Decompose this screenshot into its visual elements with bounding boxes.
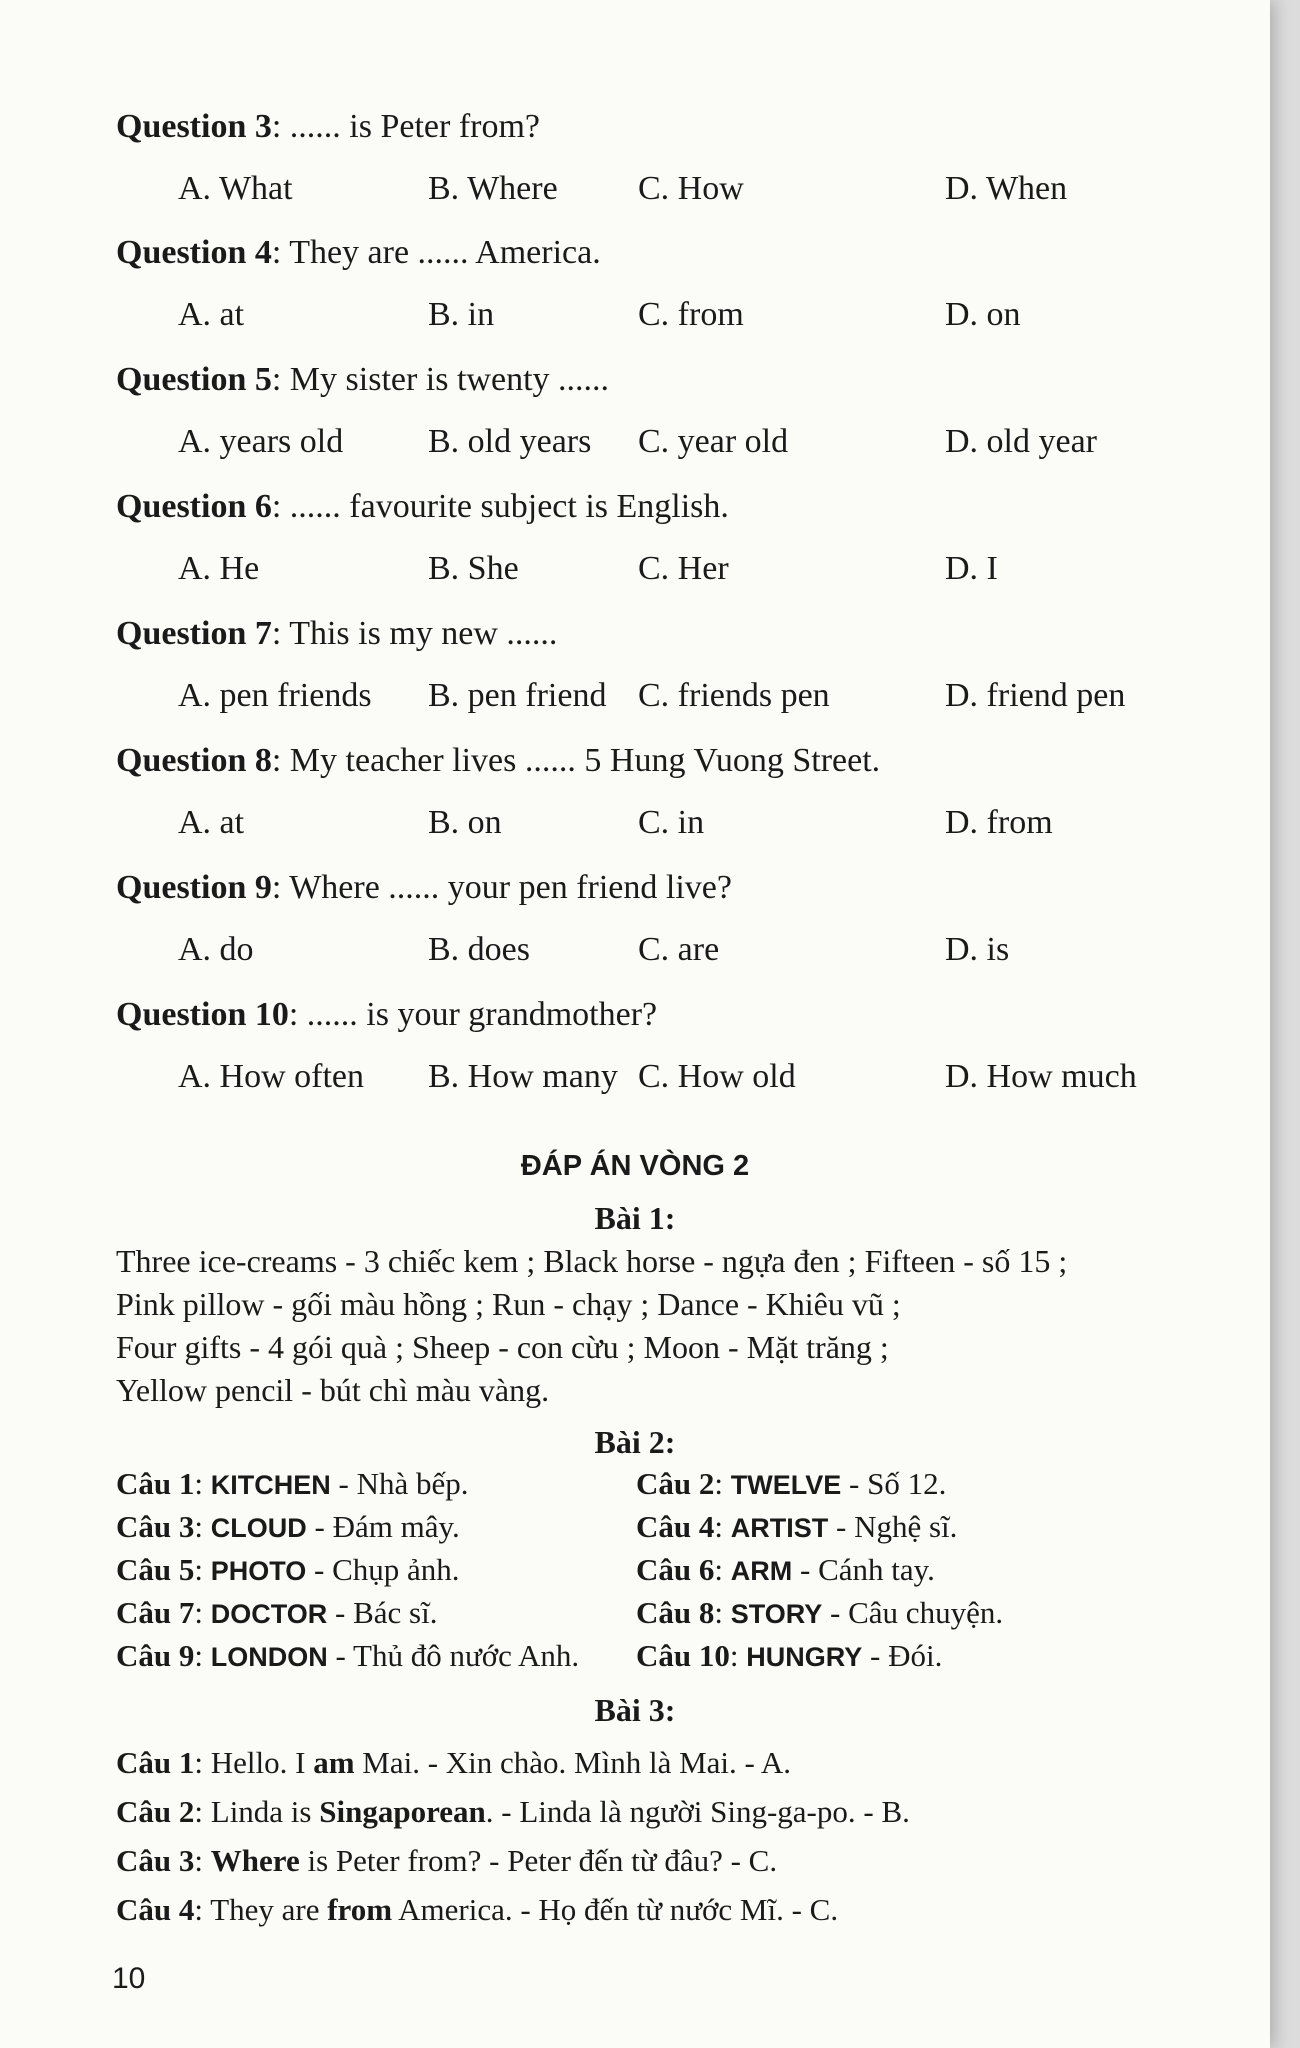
question-text: : Where ...... your pen friend live? bbox=[271, 869, 732, 906]
answer-option: B. How many bbox=[428, 1058, 618, 1095]
question-stem bbox=[116, 615, 557, 653]
answer-keyword: TWELVE bbox=[730, 1470, 842, 1500]
answer-option: C. How bbox=[638, 170, 744, 207]
answer-label: Câu 9 bbox=[116, 1638, 195, 1673]
answer-label: Câu 3 bbox=[116, 1843, 195, 1878]
answer-meaning: - Đói. bbox=[862, 1638, 943, 1673]
option-row bbox=[0, 296, 1270, 340]
answer-option: A. pen friends bbox=[178, 677, 372, 714]
question-label: Question 3 bbox=[116, 108, 272, 145]
answer-option: D. from bbox=[945, 804, 1053, 841]
answer-label: Câu 5 bbox=[116, 1552, 195, 1587]
option-row bbox=[0, 804, 1270, 848]
bai3-answer bbox=[116, 1892, 838, 1928]
bai2-title: Bài 2: bbox=[594, 1424, 676, 1460]
answer-option: C. Her bbox=[638, 550, 729, 587]
question-text: : This is my new ...... bbox=[271, 615, 558, 652]
answer-meaning: - Nghệ sĩ. bbox=[828, 1509, 958, 1544]
answer-keyword: ARM bbox=[730, 1556, 793, 1586]
answer-option: C. How old bbox=[638, 1058, 796, 1095]
question-label: Question 8 bbox=[116, 742, 272, 779]
bai2-answer bbox=[636, 1552, 935, 1588]
question-stem bbox=[116, 234, 601, 272]
question-text: : My teacher lives ...... 5 Hung Vuong Street. bbox=[271, 742, 881, 779]
answer-keyword: KITCHEN bbox=[210, 1470, 331, 1500]
question-stem bbox=[116, 108, 540, 146]
answer-text: : bbox=[194, 1843, 211, 1878]
answer-meaning: - Số 12. bbox=[841, 1466, 947, 1501]
option-row bbox=[0, 170, 1270, 214]
answer-label: Câu 4 bbox=[636, 1509, 715, 1544]
answer-meaning: - Nhà bếp. bbox=[330, 1466, 469, 1501]
answer-text: : Linda is bbox=[194, 1794, 320, 1829]
bai3-title: Bài 3: bbox=[594, 1692, 676, 1728]
answer-keyword: DOCTOR bbox=[210, 1599, 328, 1629]
bai2-answer bbox=[116, 1466, 469, 1502]
question-label: Question 4 bbox=[116, 234, 272, 271]
answer-option: D. old year bbox=[945, 423, 1098, 460]
question-stem bbox=[116, 869, 732, 907]
option-row bbox=[0, 423, 1270, 467]
answer-keyword: LONDON bbox=[210, 1642, 328, 1672]
bai2-answer bbox=[116, 1638, 579, 1674]
answer-text: America. - Họ đến từ nước Mĩ. - C. bbox=[392, 1892, 839, 1927]
question-label: Question 7 bbox=[116, 615, 272, 652]
question-stem bbox=[116, 488, 729, 526]
separator: : bbox=[194, 1509, 211, 1544]
separator: : bbox=[194, 1466, 211, 1501]
separator: : bbox=[714, 1595, 731, 1630]
answer-option: D. I bbox=[945, 550, 998, 587]
separator: : bbox=[194, 1638, 211, 1673]
question-text: : ...... favourite subject is English. bbox=[271, 488, 729, 525]
answer-option: C. are bbox=[638, 931, 720, 968]
answer-option: D. When bbox=[945, 170, 1068, 207]
answer-label: Câu 8 bbox=[636, 1595, 715, 1630]
answer-meaning: - Đám mây. bbox=[306, 1509, 460, 1544]
question-text: : ...... is your grandmother? bbox=[288, 996, 658, 1033]
bai1-line: Four gifts - 4 gói quà ; Sheep - con cừu ; Moon - Mặt trăng ; bbox=[116, 1329, 889, 1365]
answer-option: A. do bbox=[178, 931, 254, 968]
answer-option: D. is bbox=[945, 931, 1010, 968]
answer-keyword: ARTIST bbox=[730, 1513, 829, 1543]
answer-key-title: ĐÁP ÁN VÒNG 2 bbox=[520, 1150, 750, 1182]
answer-option: C. in bbox=[638, 804, 705, 841]
answer-text: : Hello. I bbox=[194, 1745, 314, 1780]
answer-label: Câu 7 bbox=[116, 1595, 195, 1630]
answer-option: B. in bbox=[428, 296, 495, 333]
answer-label: Câu 1 bbox=[116, 1745, 195, 1780]
answer-label: Câu 10 bbox=[636, 1638, 730, 1673]
question-text: : ...... is Peter from? bbox=[271, 108, 541, 145]
question-label: Question 9 bbox=[116, 869, 272, 906]
answer-text: : They are bbox=[194, 1892, 328, 1927]
answer-option: B. on bbox=[428, 804, 502, 841]
answer-text: Mai. - Xin chào. Mình là Mai. - A. bbox=[354, 1745, 792, 1780]
answer-option: A. He bbox=[178, 550, 260, 587]
option-row bbox=[0, 1058, 1270, 1102]
answer-key-word: am bbox=[313, 1745, 355, 1780]
bai1-paragraph bbox=[116, 1240, 1067, 1412]
answer-option: C. from bbox=[638, 296, 744, 333]
answer-option: B. old years bbox=[428, 423, 592, 460]
bai3-answer bbox=[116, 1794, 910, 1830]
answer-option: D. on bbox=[945, 296, 1021, 333]
answer-label: Câu 2 bbox=[116, 1794, 195, 1829]
answer-option: B. Where bbox=[428, 170, 558, 207]
option-row bbox=[0, 931, 1270, 975]
answer-meaning: - Bác sĩ. bbox=[327, 1595, 438, 1630]
question-label: Question 5 bbox=[116, 361, 272, 398]
bai2-answer bbox=[636, 1595, 1003, 1631]
answer-keyword: HUNGRY bbox=[746, 1642, 863, 1672]
bai2-answer bbox=[116, 1552, 460, 1588]
answer-text: . - Linda là người Sing-ga-po. - B. bbox=[485, 1794, 910, 1829]
bai3-answer bbox=[116, 1745, 791, 1781]
question-label: Question 6 bbox=[116, 488, 272, 525]
bai2-answer bbox=[636, 1638, 942, 1674]
answer-meaning: - Thủ đô nước Anh. bbox=[327, 1638, 580, 1673]
answer-option: C. friends pen bbox=[638, 677, 830, 714]
answer-option: A. at bbox=[178, 804, 245, 841]
bai2-answer bbox=[116, 1509, 460, 1545]
question-text: : They are ...... America. bbox=[271, 234, 601, 271]
answer-option: D. How much bbox=[945, 1058, 1137, 1095]
bai1-line: Yellow pencil - bút chì màu vàng. bbox=[116, 1372, 550, 1408]
answer-option: D. friend pen bbox=[945, 677, 1126, 714]
option-row bbox=[0, 550, 1270, 594]
answer-option: A. How often bbox=[178, 1058, 365, 1095]
answer-option: B. does bbox=[428, 931, 530, 968]
answer-option: A. years old bbox=[178, 423, 344, 460]
answer-key-word: from bbox=[327, 1892, 393, 1927]
bai2-answer bbox=[116, 1595, 437, 1631]
answer-text: is Peter from? - Peter đến từ đâu? - C. bbox=[299, 1843, 778, 1878]
question-stem bbox=[116, 996, 657, 1034]
option-row bbox=[0, 677, 1270, 721]
answer-label: Câu 3 bbox=[116, 1509, 195, 1544]
answer-label: Câu 1 bbox=[116, 1466, 195, 1501]
bai1-line: Pink pillow - gối màu hồng ; Run - chạy ; Dance - Khiêu vũ ; bbox=[116, 1286, 901, 1322]
answer-meaning: - Chụp ảnh. bbox=[306, 1552, 460, 1587]
separator: : bbox=[194, 1595, 211, 1630]
bai3-answer bbox=[116, 1843, 777, 1879]
answer-option: C. year old bbox=[638, 423, 789, 460]
answer-meaning: - Cánh tay. bbox=[792, 1552, 935, 1587]
answer-label: Câu 4 bbox=[116, 1892, 195, 1927]
answer-keyword: PHOTO bbox=[210, 1556, 307, 1586]
answer-option: B. She bbox=[428, 550, 519, 587]
answer-keyword: CLOUD bbox=[210, 1513, 307, 1543]
answer-option: A. What bbox=[178, 170, 293, 207]
separator: : bbox=[729, 1638, 747, 1673]
answer-key-word: Singaporean bbox=[319, 1794, 486, 1829]
answer-meaning: - Câu chuyện. bbox=[822, 1595, 1004, 1630]
separator: : bbox=[194, 1552, 211, 1587]
separator: : bbox=[714, 1466, 731, 1501]
page-number: 10 bbox=[112, 1962, 146, 1995]
question-text: : My sister is twenty ...... bbox=[271, 361, 610, 398]
separator: : bbox=[714, 1552, 731, 1587]
answer-keyword: STORY bbox=[730, 1599, 823, 1629]
question-stem bbox=[116, 742, 880, 780]
answer-option: B. pen friend bbox=[428, 677, 607, 714]
bai1-line: Three ice-creams - 3 chiếc kem ; Black horse - ngựa đen ; Fifteen - số 15 ; bbox=[116, 1243, 1068, 1279]
answer-label: Câu 6 bbox=[636, 1552, 715, 1587]
answer-option: A. at bbox=[178, 296, 245, 333]
separator: : bbox=[714, 1509, 731, 1544]
answer-label: Câu 2 bbox=[636, 1466, 715, 1501]
bai2-answer bbox=[636, 1509, 957, 1545]
question-label: Question 10 bbox=[116, 996, 289, 1033]
answer-key-word: Where bbox=[210, 1843, 300, 1878]
bai1-title: Bài 1: bbox=[594, 1200, 676, 1236]
bai2-answer bbox=[636, 1466, 946, 1502]
question-stem bbox=[116, 361, 609, 399]
